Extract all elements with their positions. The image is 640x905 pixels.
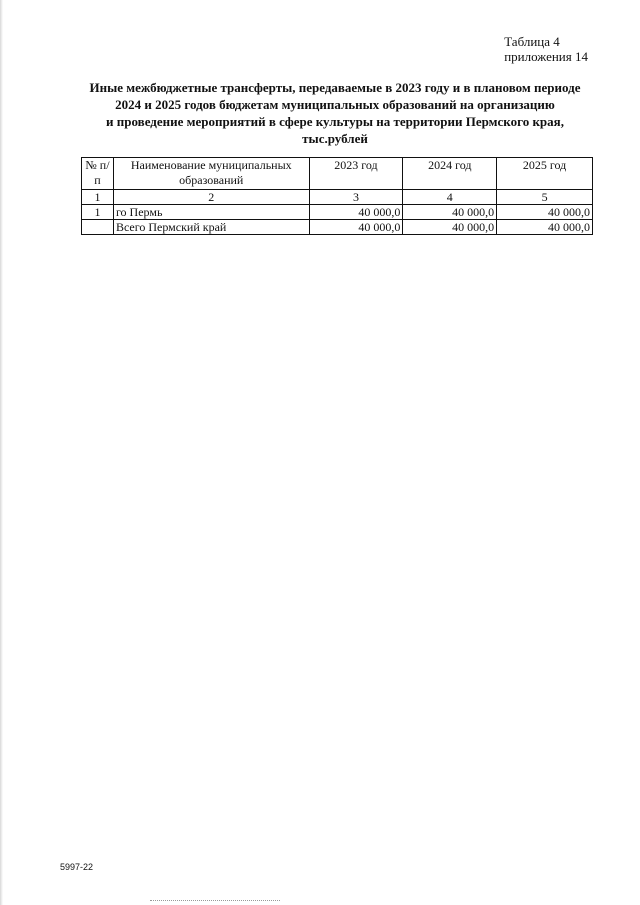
index-cell: 4 [403,190,497,205]
title-line-1: Иные межбюджетные трансферты, передаваемые в 2023 году и в плановом периоде [89,80,581,95]
header-2023: 2023 год [309,158,403,190]
scan-artifact [150,900,280,902]
header-2025: 2025 год [497,158,593,190]
total-2025: 40 000,0 [497,220,593,235]
index-cell: 1 [82,190,114,205]
row-2023: 40 000,0 [309,205,403,220]
table-header-row [82,158,593,190]
total-row [82,220,593,235]
row-2024: 40 000,0 [403,205,497,220]
header-num: № п/п [82,158,114,190]
header-2024: 2024 год [403,158,497,190]
table-reference [504,34,588,64]
total-2024: 40 000,0 [403,220,497,235]
total-2023: 40 000,0 [309,220,403,235]
document-code: 5997-22 [60,862,94,872]
row-2025: 40 000,0 [497,205,593,220]
table-label: Таблица 4 [504,34,560,49]
total-name: Всего Пермский край [113,220,309,235]
column-index-row [82,190,593,205]
scan-edge [0,0,3,905]
row-name: го Пермь [113,205,309,220]
title-line-3: и проведение мероприятий в сфере культуры на территории Пермского края, [106,114,564,129]
total-num [82,220,114,235]
index-cell: 5 [497,190,593,205]
header-name: Наименование муниципальных образований [113,158,309,190]
transfers-table [81,157,593,235]
title-line-2: 2024 и 2025 годов бюджетам муниципальных образований на организацию [115,97,555,112]
row-num: 1 [82,205,114,220]
document-title [70,79,600,147]
appendix-label: приложения 14 [504,49,588,64]
index-cell: 2 [113,190,309,205]
table-row [82,205,593,220]
index-cell: 3 [309,190,403,205]
title-line-4: тыс.рублей [302,131,368,146]
